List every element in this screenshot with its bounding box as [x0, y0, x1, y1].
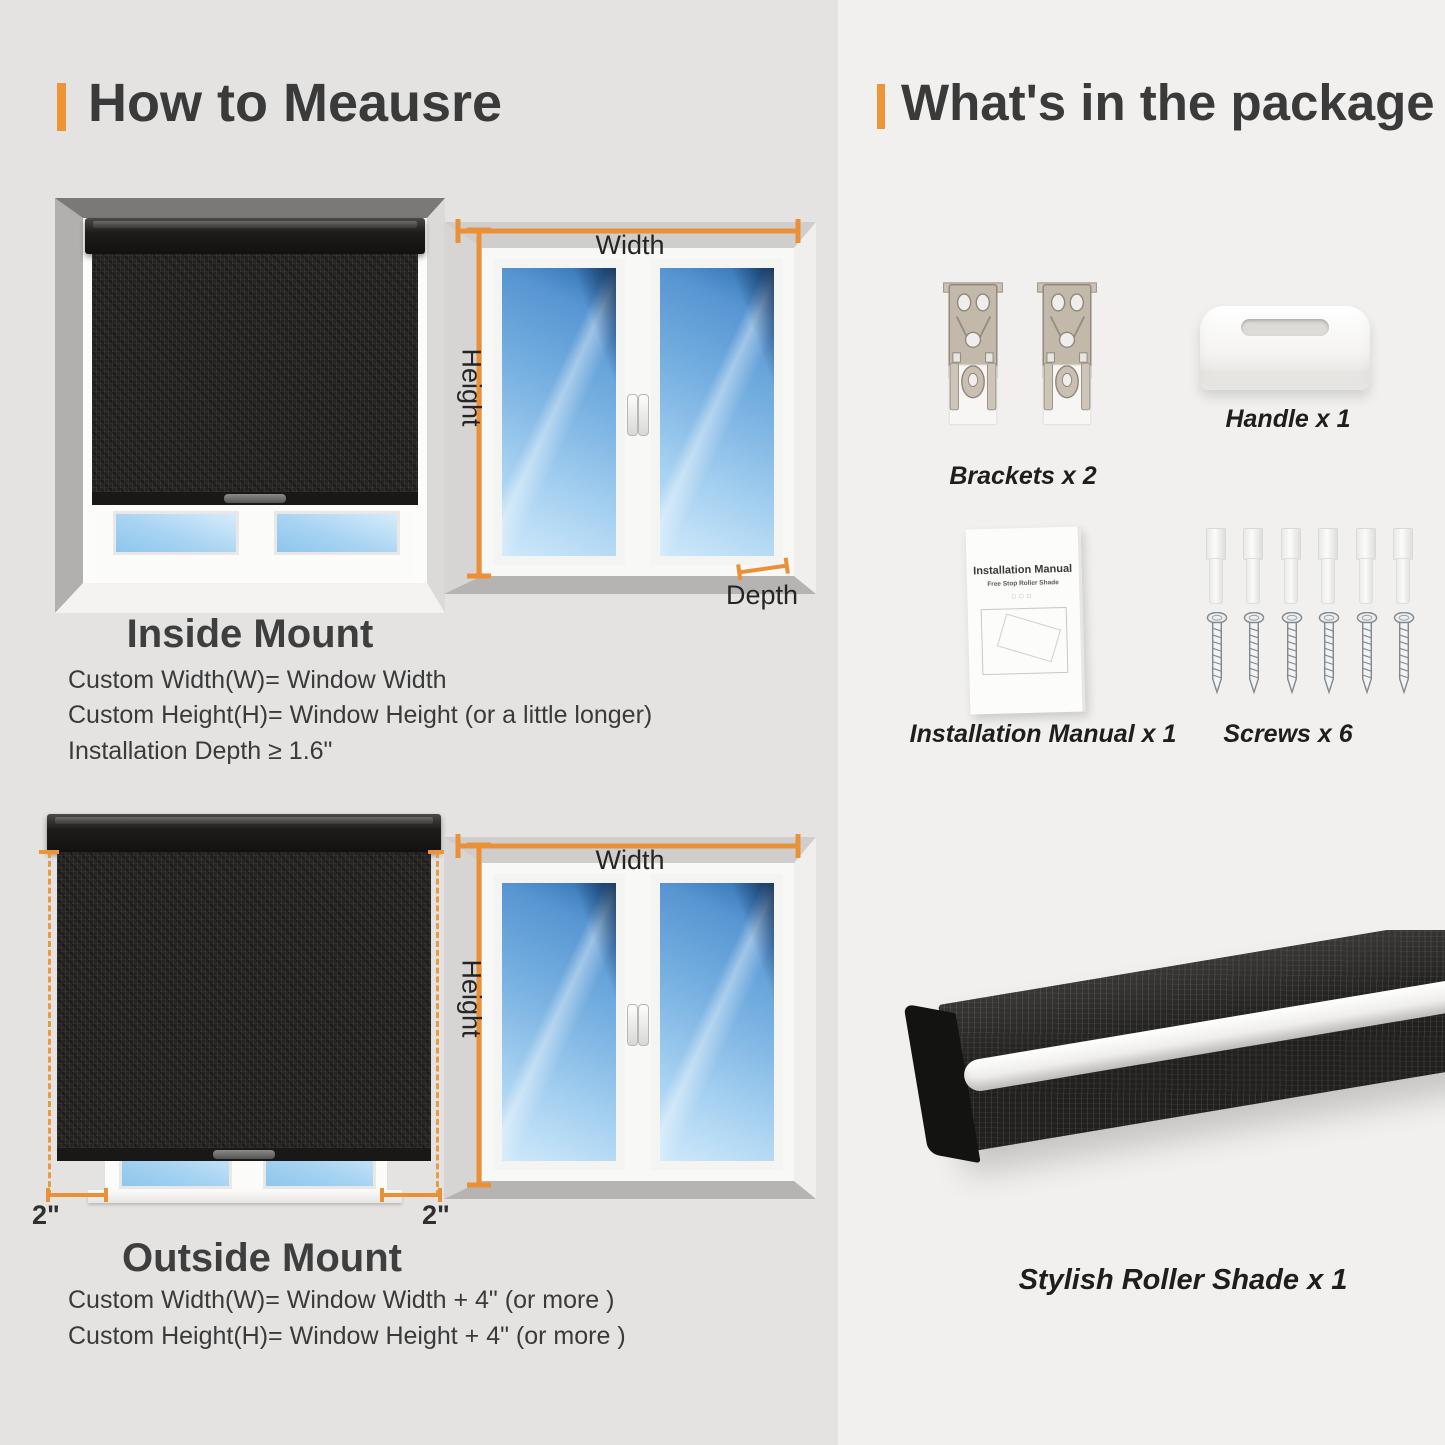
handle-slot [1241, 319, 1329, 336]
window-handle-icon [627, 1004, 638, 1046]
window-glass [660, 883, 774, 1161]
brackets-label: Brackets x 2 [949, 462, 1097, 490]
window-glass [502, 883, 616, 1161]
bracket-icon [938, 280, 1008, 436]
page-title-right: What's in the package [901, 74, 1435, 131]
outside-rule-height: Custom Height(H)= Window Height + 4" (or more ) [68, 1322, 626, 1350]
shade-pull-tab [213, 1150, 275, 1159]
overhang-dash-line [48, 852, 51, 1196]
inside-mount-heading: Inside Mount [126, 612, 374, 656]
window-frame [482, 863, 794, 1181]
overhang-right-label: 2" [422, 1200, 450, 1230]
bracket-icon [1032, 280, 1102, 436]
manual-label: Installation Manual x 1 [909, 720, 1177, 748]
height-label: Height [456, 959, 487, 1038]
handle-label: Handle x 1 [1225, 405, 1351, 433]
anchor-icon [1391, 528, 1415, 604]
shade-label: Stylish Roller Shade x 1 [1018, 1264, 1348, 1296]
window-handle-icon [638, 394, 649, 436]
anchor-icon [1279, 528, 1303, 604]
width-label: Width [595, 230, 665, 260]
inside-rule-height: Custom Height(H)= Window Height (or a little longer) [68, 701, 653, 729]
accent-bar [877, 84, 885, 129]
manual-cover-icons: □□□ [1011, 593, 1035, 601]
manual-cover-title: Installation Manual [973, 562, 1073, 578]
window-handle-icon [627, 394, 638, 436]
window-recess [444, 222, 816, 594]
overhang-dash-line [436, 852, 439, 1196]
inside-rule-depth: Installation Depth ≥ 1.6" [68, 737, 333, 765]
window-recess [444, 837, 816, 1199]
anchor-icon [1354, 528, 1378, 604]
screw-icon [1206, 612, 1228, 696]
window-glass [274, 511, 400, 555]
inside-mount-illustration [55, 198, 445, 613]
window-bottom [97, 505, 413, 581]
screw-icon [1393, 612, 1415, 696]
screw-icon [1281, 612, 1303, 696]
screw-icon [1318, 612, 1340, 696]
shade-fabric [57, 852, 431, 1148]
roller-shade-cassette [938, 930, 1445, 1153]
window-sill [88, 1190, 402, 1203]
anchors-row [1204, 528, 1424, 604]
installation-manual [966, 527, 1086, 715]
accent-bar [57, 83, 66, 131]
page-title-left: How to Meausre [88, 73, 503, 133]
anchor-icon [1241, 528, 1265, 604]
width-label: Width [595, 845, 665, 875]
outside-measure-diagram [440, 815, 820, 1215]
manual-cover-subtitle: Free Stop Roller Shade [987, 579, 1059, 588]
screw-icon [1356, 612, 1378, 696]
outside-mount-heading: Outside Mount [122, 1236, 402, 1280]
handle-part [1200, 306, 1370, 390]
window-glass [113, 511, 239, 555]
shade-cassette [47, 814, 441, 852]
manual-cover-diagram [981, 607, 1069, 675]
screws-label: Screws x 6 [1223, 720, 1353, 748]
screws-row [1206, 612, 1426, 696]
screw-icon [1243, 612, 1265, 696]
window-handle-icon [638, 1004, 649, 1046]
window-glass [660, 268, 774, 556]
dash-cap [39, 850, 59, 854]
overhang-left-label: 2" [32, 1200, 60, 1230]
roller-shade-figure [838, 930, 1445, 1262]
inside-rule-width: Custom Width(W)= Window Width [68, 666, 447, 694]
outside-rule-width: Custom Width(W)= Window Width + 4" (or more ) [68, 1286, 615, 1314]
shade-bottom-bar [57, 1148, 431, 1161]
shade-bottom-bar [92, 492, 418, 505]
shade-pull-tab [224, 494, 286, 503]
anchor-icon [1316, 528, 1340, 604]
inside-measure-diagram [440, 200, 820, 610]
height-label: Height [456, 348, 487, 427]
package-panel [838, 0, 1445, 1445]
window-frame [482, 248, 794, 576]
outside-mount-illustration [30, 808, 450, 1230]
anchor-icon [1204, 528, 1228, 604]
window-glass [502, 268, 616, 556]
shade-cassette [85, 218, 425, 254]
depth-label: Depth [726, 580, 799, 610]
shade-fabric [92, 254, 418, 492]
roller-fabric [962, 971, 1445, 1093]
